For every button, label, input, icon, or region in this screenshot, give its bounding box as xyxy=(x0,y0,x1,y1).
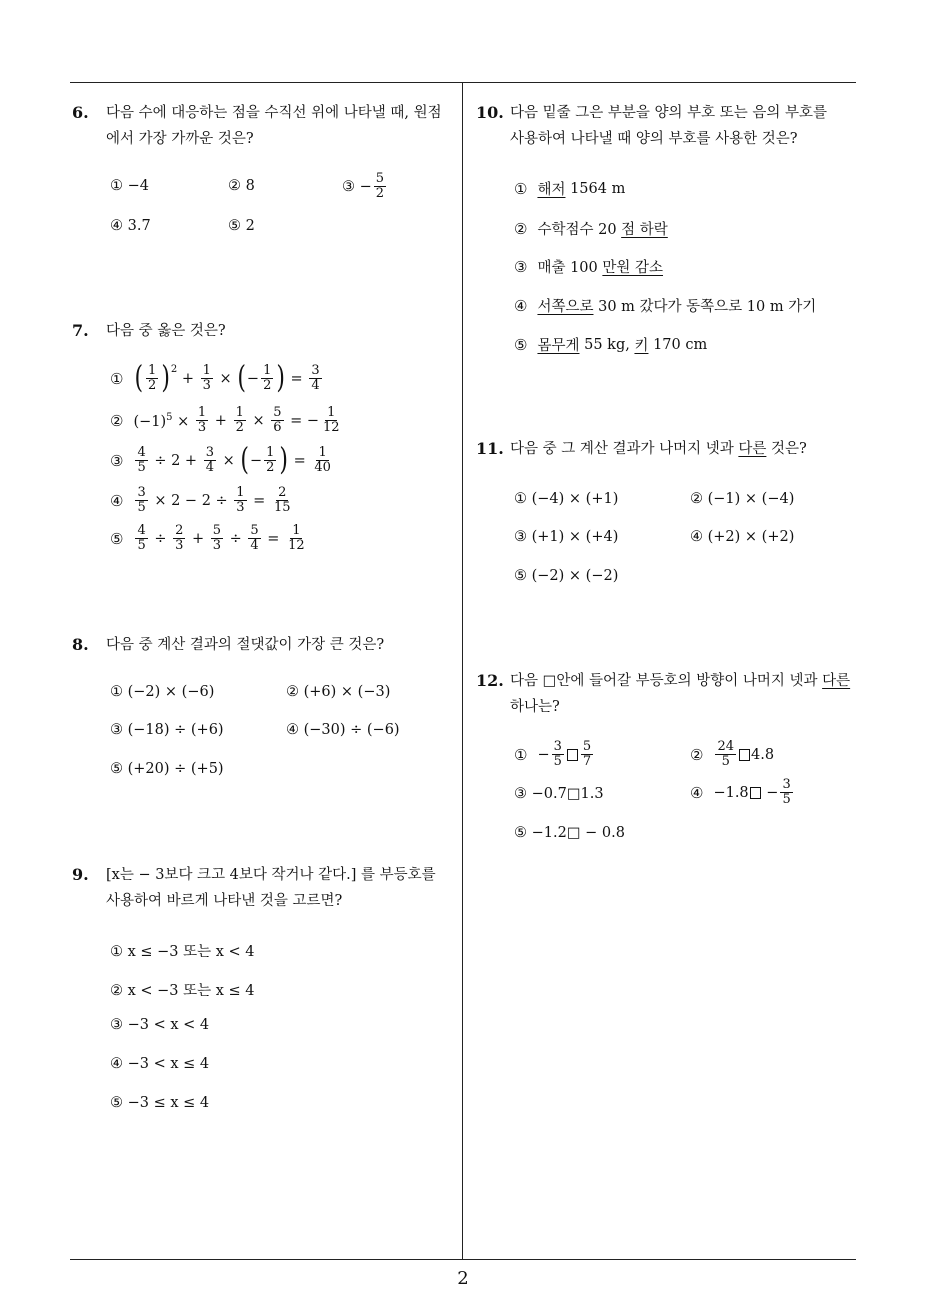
question-10 xyxy=(476,100,866,152)
question-6 xyxy=(72,100,456,152)
question-number: 10. xyxy=(476,103,504,122)
question-number: 12. xyxy=(476,671,504,690)
option-3[interactable]: ③ 매출 100 만원 감소 xyxy=(514,257,664,276)
question-text: 다음 수에 대응하는 점을 수직선 위에 나타낼 때, 원점 에서 가장 가까운 것은? xyxy=(106,105,442,147)
option-1[interactable]: ① (−4) × (+1) xyxy=(514,491,619,507)
question-number: 6. xyxy=(72,103,89,122)
fraction: $\frac{5}{2}$ xyxy=(375,171,385,201)
option-5[interactable]: ⑤ 몸무게 55 kg, 키 170 cm xyxy=(514,335,708,354)
option-2[interactable]: ② $(-1)^5$ × $\frac{1}{3}$ + $\frac{1}{2}$ × $\frac{5}{6}$ = − $\frac{1}{12}$ xyxy=(110,405,340,435)
option-1[interactable]: ① 해저 1564 m xyxy=(514,179,626,198)
question-text: 다음 중 그 계산 결과가 나머지 넷과 다른 것은? xyxy=(510,441,807,457)
question-11 xyxy=(476,436,866,462)
option-5[interactable]: ⑤ −3 ≤ x ≤ 4 xyxy=(110,1095,210,1111)
question-12 xyxy=(476,668,866,720)
option-3[interactable]: ③ −3 < x < 4 xyxy=(110,1017,210,1033)
option-4[interactable]: ④ 3.7 xyxy=(110,218,151,234)
option-1[interactable]: ① − $\frac{3}{5}$ 5 7 xyxy=(514,739,592,769)
blank-box xyxy=(567,749,578,761)
question-number: 9. xyxy=(72,865,89,884)
option-4[interactable]: ④ 서쪽으로 30 m 갔다가 동쪽으로 10 m 가기 xyxy=(514,296,817,315)
option-3[interactable]: ③ (−18) ÷ (+6) xyxy=(110,722,224,738)
question-text: 다음 □안에 들어갈 부등호의 방향이 나머지 넷과 다른 하나는? xyxy=(510,673,851,715)
page-number: 2 xyxy=(457,1268,469,1289)
option-5[interactable]: ⑤ (+20) ÷ (+5) xyxy=(110,761,224,777)
option-3[interactable]: ③ $\frac{4}{5}$ ÷ 2 + $\frac{3}{4}$ × ( − $\frac{1}{2}$ ) = $\frac{1}{40}$ xyxy=(110,442,331,478)
option-5[interactable]: ⑤ (−2) × (−2) xyxy=(514,568,619,584)
option-2[interactable]: ② (−1) × (−4) xyxy=(690,491,795,507)
column-divider xyxy=(462,82,463,1260)
option-2[interactable]: ② (+6) × (−3) xyxy=(286,684,391,700)
question-text: 다음 중 계산 결과의 절댓값이 가장 큰 것은? xyxy=(106,637,385,653)
option-4[interactable]: ④ $\frac{3}{5}$ × 2 − 2 ÷ $\frac{1}{3}$ = $\frac{2}{15}$ xyxy=(110,485,291,515)
option-4[interactable]: ④ (+2) × (+2) xyxy=(690,529,795,545)
option-4[interactable]: ④ −3 < x ≤ 4 xyxy=(110,1056,210,1072)
option-3[interactable]: ③ −0.7□1.3 xyxy=(514,786,604,802)
option-2[interactable]: ② x < −3 또는 x ≤ 4 xyxy=(110,983,255,999)
blank-box xyxy=(739,749,750,761)
option-3[interactable]: ③ (+1) × (+4) xyxy=(514,529,619,545)
top-rule xyxy=(70,82,856,83)
option-1[interactable]: ① (−2) × (−6) xyxy=(110,684,215,700)
question-text: 다음 중 옳은 것은? xyxy=(106,323,226,339)
blank-box xyxy=(750,787,761,799)
option-2[interactable]: ② 8 xyxy=(228,178,255,194)
option-2[interactable]: ② 24 5 4.8 xyxy=(690,739,775,769)
option-4[interactable]: ④ −1.8 − $\frac{3}{5}$ xyxy=(690,777,791,807)
question-text: [x는 − 3보다 크고 4보다 작거나 같다.] 를 부등호를 사용하여 바르게 나타낸 것을 고르면? xyxy=(106,867,436,909)
bottom-rule xyxy=(70,1259,856,1260)
question-text: 다음 밑줄 그은 부분을 양의 부호 또는 음의 부호를 사용하여 나타낼 때 양의 부호를 사용한 것은? xyxy=(510,105,828,147)
question-number: 7. xyxy=(72,321,89,340)
question-8 xyxy=(72,632,456,658)
option-4[interactable]: ④ (−30) ÷ (−6) xyxy=(286,722,400,738)
option-1[interactable]: ① −4 xyxy=(110,178,149,194)
option-5[interactable]: ⑤ $\frac{4}{5}$ ÷ $\frac{2}{3}$ + $\frac{5}{3}$ ÷ $\frac{5}{4}$ = $\frac{1}{12}$ xyxy=(110,523,305,553)
question-number: 8. xyxy=(72,635,89,654)
option-2[interactable]: ② 수학점수 20 점 하락 xyxy=(514,219,668,238)
question-7 xyxy=(72,318,456,344)
question-9 xyxy=(72,862,462,914)
option-1[interactable]: ① x ≤ −3 또는 x < 4 xyxy=(110,944,255,960)
option-5[interactable]: ⑤ −1.2□ − 0.8 xyxy=(514,825,625,841)
option-5[interactable]: ⑤ 2 xyxy=(228,218,255,234)
question-number: 11. xyxy=(476,439,504,458)
option-3[interactable]: ③ − $\frac{5}{2}$ xyxy=(342,171,385,201)
option-1[interactable]: ① ( 1 2 ) $^2$ + $\frac{1}{3}$ × ( − $\frac{1}{2}$ ) = $\frac{3}{4}$ xyxy=(110,360,320,396)
